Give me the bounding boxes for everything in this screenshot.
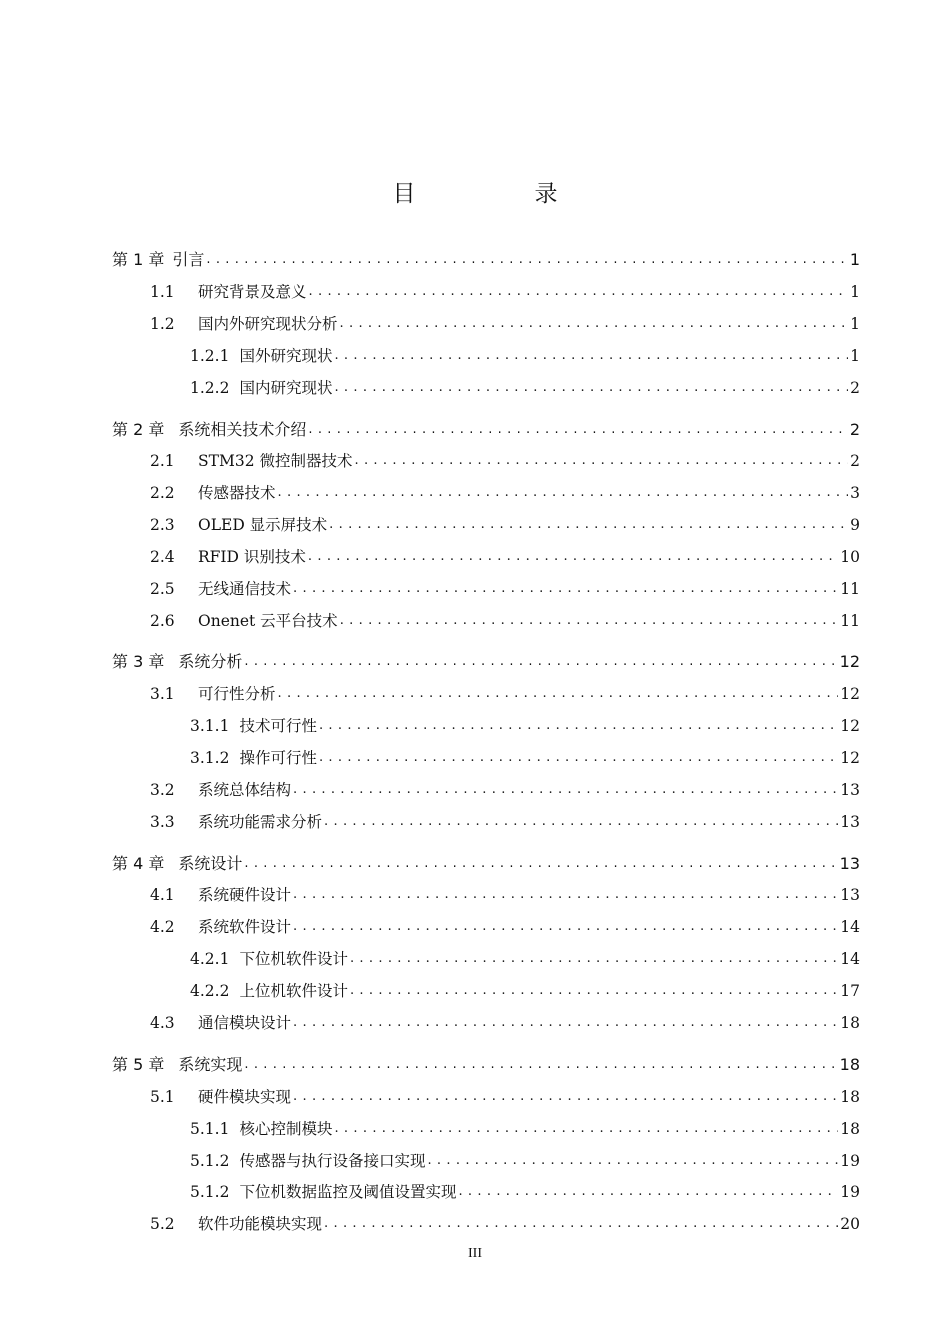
toc-entry-number: 5.1.2 bbox=[190, 1183, 230, 1201]
dot-leader bbox=[242, 651, 837, 673]
toc-entry-number: 2.2 bbox=[150, 484, 175, 502]
toc-entry-page-number: 2 bbox=[849, 420, 860, 439]
toc-entry-title: 系统硬件设计 bbox=[198, 886, 292, 904]
toc-entry-page-number: 20 bbox=[840, 1215, 860, 1233]
dot-leader bbox=[348, 980, 838, 1002]
toc-section-entry[interactable] bbox=[112, 715, 860, 737]
toc-section-entry[interactable] bbox=[112, 281, 860, 303]
toc-entry-page-number: 18 bbox=[840, 1120, 860, 1138]
toc-entry-title: 国外研究现状 bbox=[239, 347, 333, 365]
toc-entry-number: 3.1 bbox=[150, 685, 175, 703]
toc-chapter-entry[interactable] bbox=[112, 1054, 860, 1076]
toc-entry-title: 系统分析 bbox=[178, 652, 243, 671]
toc-entry-number: 3.1.2 bbox=[190, 749, 230, 767]
toc-entry-number: 1.1 bbox=[150, 283, 175, 301]
dot-leader bbox=[425, 1150, 838, 1172]
toc-entry-page-number: 13 bbox=[840, 813, 860, 831]
toc-entry-title: 国内研究现状 bbox=[239, 379, 333, 397]
toc-section-entry[interactable] bbox=[112, 578, 860, 600]
toc-entry-number: 1.2.2 bbox=[190, 379, 230, 397]
toc-entry-title: 通信模块设计 bbox=[198, 1014, 292, 1032]
toc-entry-title: 国内外研究现状分析 bbox=[198, 315, 338, 333]
toc-entry-number: 5.2 bbox=[150, 1215, 175, 1233]
dot-leader bbox=[352, 450, 848, 472]
dot-leader bbox=[291, 1012, 838, 1034]
toc-section-entry[interactable] bbox=[112, 450, 860, 472]
toc-entry-title: RFID 识别技术 bbox=[198, 548, 306, 566]
toc-section-entry[interactable] bbox=[112, 683, 860, 705]
toc-entry-page-number: 17 bbox=[840, 982, 860, 1000]
toc-section-entry[interactable] bbox=[112, 1213, 860, 1235]
dot-leader bbox=[306, 546, 838, 568]
toc-entry-title: 传感器与执行设备接口实现 bbox=[239, 1152, 426, 1170]
toc-entry-page-number: 12 bbox=[840, 717, 860, 735]
toc-section-entry[interactable] bbox=[112, 610, 860, 632]
toc-entry-title: 操作可行性 bbox=[239, 749, 317, 767]
dot-leader bbox=[276, 482, 849, 504]
toc-section-entry[interactable] bbox=[112, 747, 860, 769]
dot-leader bbox=[291, 884, 838, 906]
toc-section-entry[interactable] bbox=[112, 514, 860, 536]
toc-entry-page-number: 12 bbox=[840, 685, 860, 703]
toc-entry-number: 3.1.1 bbox=[190, 717, 230, 735]
toc-entry-number: 3.2 bbox=[150, 781, 175, 799]
toc-section-entry[interactable] bbox=[112, 1086, 860, 1108]
toc-section-entry[interactable] bbox=[112, 313, 860, 335]
toc-entry-title: 系统总体结构 bbox=[198, 781, 292, 799]
toc-chapter-entry[interactable] bbox=[112, 651, 860, 673]
toc-entry-page-number: 18 bbox=[839, 1055, 860, 1074]
toc-entry-title: 无线通信技术 bbox=[198, 580, 292, 598]
toc-entry-page-number: 12 bbox=[840, 749, 860, 767]
toc-entry-page-number: 2 bbox=[850, 379, 860, 397]
toc-section-entry[interactable] bbox=[112, 1012, 860, 1034]
toc-entry-title: OLED 显示屏技术 bbox=[198, 516, 328, 534]
toc-entry-number: 2.3 bbox=[150, 516, 175, 534]
toc-entry-page-number: 11 bbox=[840, 580, 860, 598]
toc-entry-title: 系统软件设计 bbox=[198, 918, 292, 936]
dot-leader bbox=[332, 1118, 838, 1140]
toc-entry-title: 上位机软件设计 bbox=[239, 982, 348, 1000]
toc-entry-page-number: 18 bbox=[840, 1088, 860, 1106]
toc-entry-number: 5.1.1 bbox=[190, 1120, 230, 1138]
toc-entry-title: STM32 微控制器技术 bbox=[198, 452, 353, 470]
dot-leader bbox=[306, 419, 847, 441]
toc-section-entry[interactable] bbox=[112, 916, 860, 938]
toc-entry-title: 系统功能需求分析 bbox=[198, 813, 323, 831]
dot-leader bbox=[276, 683, 839, 705]
toc-entry-number: 4.2 bbox=[150, 918, 175, 936]
toc-entry-title: 传感器技术 bbox=[198, 484, 276, 502]
toc-entry-page-number: 18 bbox=[840, 1014, 860, 1032]
toc-entry-title: 硬件模块实现 bbox=[198, 1088, 292, 1106]
toc-entry-title: 下位机数据监控及阈值设置实现 bbox=[239, 1183, 457, 1201]
toc-entry-number: 4.2.2 bbox=[190, 982, 230, 1000]
dot-leader bbox=[242, 853, 837, 875]
dot-leader bbox=[322, 1213, 838, 1235]
dot-leader bbox=[291, 578, 838, 600]
toc-entry-page-number: 9 bbox=[850, 516, 860, 534]
toc-entry-page-number: 2 bbox=[850, 452, 860, 470]
toc-entry-page-number: 12 bbox=[839, 652, 860, 671]
dot-leader bbox=[291, 779, 838, 801]
dot-leader bbox=[456, 1181, 838, 1203]
toc-entry-title: 软件功能模块实现 bbox=[198, 1215, 323, 1233]
toc-title: 目 录 bbox=[392, 181, 606, 207]
toc-entry-number: 第 4 章 bbox=[112, 854, 165, 873]
toc-entry-number: 2.6 bbox=[150, 612, 175, 630]
toc-entry-page-number: 10 bbox=[840, 548, 860, 566]
toc-entry-number: 3.3 bbox=[150, 813, 175, 831]
toc-entry-number: 2.4 bbox=[150, 548, 175, 566]
toc-section-entry[interactable] bbox=[112, 884, 860, 906]
toc-entry-number: 5.1.2 bbox=[190, 1152, 230, 1170]
toc-entry-page-number: 14 bbox=[840, 950, 860, 968]
toc-section-entry[interactable] bbox=[112, 1118, 860, 1140]
toc-section-entry[interactable] bbox=[112, 482, 860, 504]
toc-section-entry[interactable] bbox=[112, 980, 860, 1002]
dot-leader bbox=[332, 345, 848, 367]
dot-leader bbox=[291, 1086, 838, 1108]
toc-section-entry[interactable] bbox=[112, 1150, 860, 1172]
toc-entry-number: 2.5 bbox=[150, 580, 175, 598]
page-number-footer: III bbox=[468, 1246, 482, 1261]
toc-section-entry[interactable] bbox=[112, 779, 860, 801]
toc-section-entry[interactable] bbox=[112, 345, 860, 367]
toc-entry-title: 引言 bbox=[172, 250, 205, 269]
dot-leader bbox=[291, 916, 838, 938]
toc-entry-page-number: 11 bbox=[840, 612, 860, 630]
toc-entry-page-number: 13 bbox=[840, 886, 860, 904]
dot-leader bbox=[338, 313, 849, 335]
toc-entry-number: 第 3 章 bbox=[112, 652, 165, 671]
toc-entry-title: 核心控制模块 bbox=[239, 1120, 333, 1138]
toc-entry-page-number: 1 bbox=[850, 315, 860, 333]
toc-entry-title: 研究背景及意义 bbox=[198, 283, 307, 301]
toc-entry-number: 5.1 bbox=[150, 1088, 175, 1106]
toc-entry-page-number: 13 bbox=[840, 781, 860, 799]
dot-leader bbox=[338, 610, 839, 632]
toc-entry-title: 下位机软件设计 bbox=[239, 950, 348, 968]
toc-entry-number: 4.3 bbox=[150, 1014, 175, 1032]
toc-entry-title: Onenet 云平台技术 bbox=[198, 612, 338, 630]
toc-section-entry[interactable] bbox=[112, 377, 860, 399]
toc-entry-title: 系统相关技术介绍 bbox=[178, 420, 307, 439]
toc-entry-number: 第 5 章 bbox=[112, 1055, 165, 1074]
toc-entry-number: 1.2.1 bbox=[190, 347, 230, 365]
toc-entry-title: 技术可行性 bbox=[239, 717, 317, 735]
dot-leader bbox=[317, 747, 838, 769]
dot-leader bbox=[307, 281, 849, 303]
toc-entry-title: 系统设计 bbox=[178, 854, 243, 873]
dot-leader bbox=[322, 811, 838, 833]
toc-entry-page-number: 14 bbox=[840, 918, 860, 936]
toc-entry-page-number: 19 bbox=[840, 1152, 860, 1170]
toc-entry-number: 2.1 bbox=[150, 452, 175, 470]
toc-entry-page-number: 19 bbox=[840, 1183, 860, 1201]
toc-section-entry[interactable] bbox=[112, 1181, 860, 1203]
toc-section-entry[interactable] bbox=[112, 546, 860, 568]
toc-chapter-entry[interactable] bbox=[112, 853, 860, 875]
toc-entry-number: 1.2 bbox=[150, 315, 175, 333]
dot-leader bbox=[242, 1054, 837, 1076]
dot-leader bbox=[204, 249, 847, 271]
toc-section-entry[interactable] bbox=[112, 811, 860, 833]
dot-leader bbox=[317, 715, 838, 737]
toc-entry-number: 4.1 bbox=[150, 886, 175, 904]
toc-entry-number: 4.2.1 bbox=[190, 950, 230, 968]
toc-entry-page-number: 1 bbox=[850, 283, 860, 301]
dot-leader bbox=[348, 948, 838, 970]
toc-entry-page-number: 1 bbox=[849, 250, 860, 269]
toc-entry-number: 第 2 章 bbox=[112, 420, 165, 439]
toc-entry-title: 系统实现 bbox=[178, 1055, 243, 1074]
toc-chapter-entry[interactable] bbox=[112, 249, 860, 271]
dot-leader bbox=[327, 514, 848, 536]
toc-entry-page-number: 1 bbox=[850, 347, 860, 365]
toc-section-entry[interactable] bbox=[112, 948, 860, 970]
toc-chapter-entry[interactable] bbox=[112, 419, 860, 441]
toc-entry-page-number: 13 bbox=[839, 854, 860, 873]
toc-entry-number: 第 1 章 bbox=[112, 250, 165, 269]
toc-entry-title: 可行性分析 bbox=[198, 685, 276, 703]
toc-entry-page-number: 3 bbox=[850, 484, 860, 502]
dot-leader bbox=[332, 377, 848, 399]
